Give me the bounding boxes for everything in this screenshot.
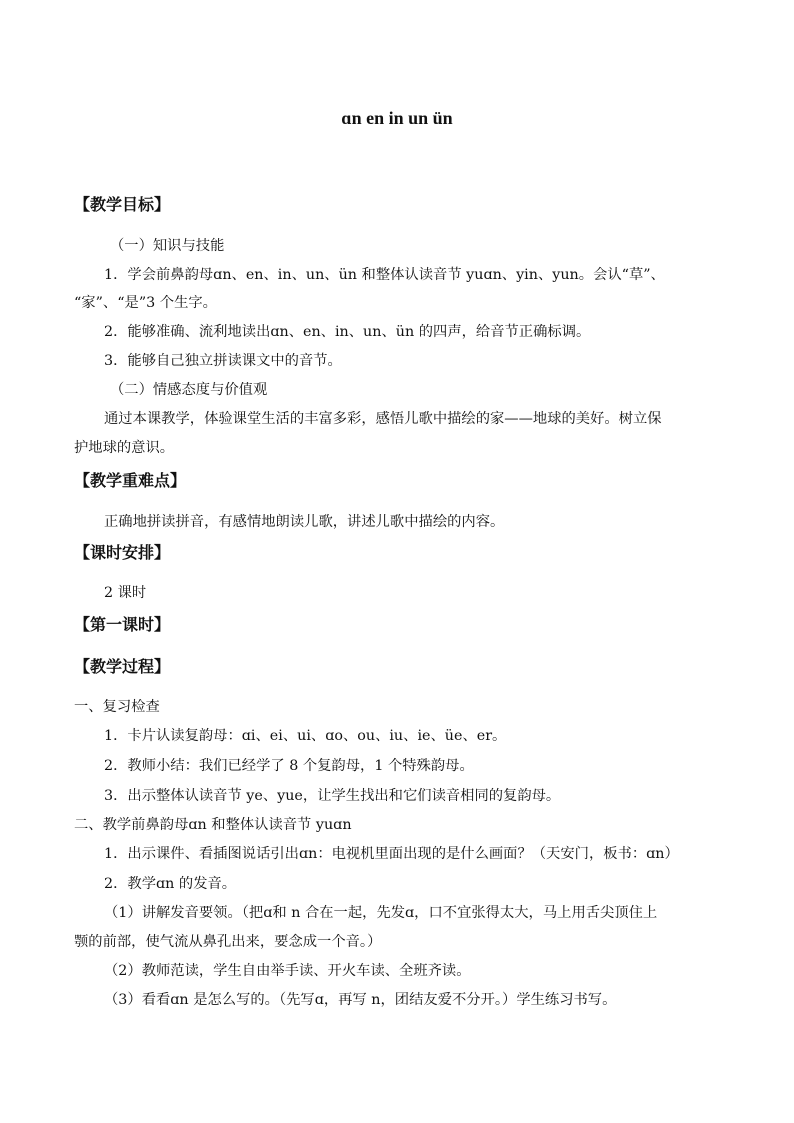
- goal-item-3: 3．能够自己独立拼读课文中的音节。: [104, 353, 342, 369]
- review-item-2: 2．教师小结：我们已经学了 8 个复韵母，1 个特殊韵母。: [104, 758, 474, 774]
- teach-title: 二、教学前鼻韵母ɑn 和整体认读音节 yuɑn: [74, 817, 352, 833]
- lesson-title: ɑn en in un ün: [341, 108, 453, 128]
- lesson-1-heading: 【第一课时】: [74, 615, 171, 634]
- goal-item-4-line-2: 护地球的意识。: [74, 440, 175, 456]
- teach-item-1: 1．出示课件、看插图说话引出ɑn：电视机里面出现的是什么画面？（天安门，板书：ɑn）: [104, 846, 679, 862]
- review-item-1: 1．卡片认读复韵母：ɑi、ei、ui、ɑo、ou、iu、ie、üe、er。: [104, 728, 507, 744]
- goals-heading: 【教学目标】: [74, 195, 171, 214]
- teach-step-3: （3）看看ɑn 是怎么写的。（先写ɑ，再写 n，团结友爱不分开。）学生练习书写。: [104, 992, 617, 1008]
- goal-item-1-line-1: 1．学会前鼻韵母ɑn、en、in、un、ün 和整体认读音节 yuɑn、yin、yun。会认“草”、: [104, 267, 665, 283]
- review-title: 一、复习检查: [74, 699, 160, 715]
- goal-item-1-line-2: “家”、“是”3 个生字。: [74, 295, 217, 311]
- schedule-text: 2 课时: [104, 585, 147, 601]
- process-heading: 【教学过程】: [74, 657, 171, 676]
- review-item-3: 3．出示整体认读音节 ye、yue，让学生找出和它们读音相同的复韵母。: [104, 788, 561, 804]
- goal-item-2: 2．能够准确、流利地读出ɑn、en、in、un、ün 的四声，给音节正确标调。: [104, 324, 591, 340]
- teach-step-1-line-2: 颚的前部，使气流从鼻孔出来，要念成一个音。）: [74, 934, 382, 950]
- teach-item-2: 2．教学ɑn 的发音。: [104, 876, 237, 892]
- key-points-text: 正确地拼读拼音，有感情地朗读儿歌，讲述儿歌中描绘的内容。: [104, 514, 505, 530]
- teach-step-1-line-1: （1）讲解发音要领。（把ɑ和 n 合在一起，先发ɑ，口不宜张得太大，马上用舌尖顶住上: [104, 905, 658, 921]
- goal-subheading-knowledge: （一）知识与技能: [110, 238, 225, 254]
- teach-step-2: （2）教师范读，学生自由举手读、开火车读、全班齐读。: [104, 963, 471, 979]
- schedule-heading: 【课时安排】: [74, 543, 171, 562]
- goal-item-4-line-1: 通过本课教学，体验课堂生活的丰富多彩，感悟儿歌中描绘的家——地球的美好。树立保: [104, 411, 662, 427]
- goal-subheading-emotion: （二）情感态度与价值观: [110, 382, 268, 398]
- key-points-heading: 【教学重难点】: [74, 471, 187, 490]
